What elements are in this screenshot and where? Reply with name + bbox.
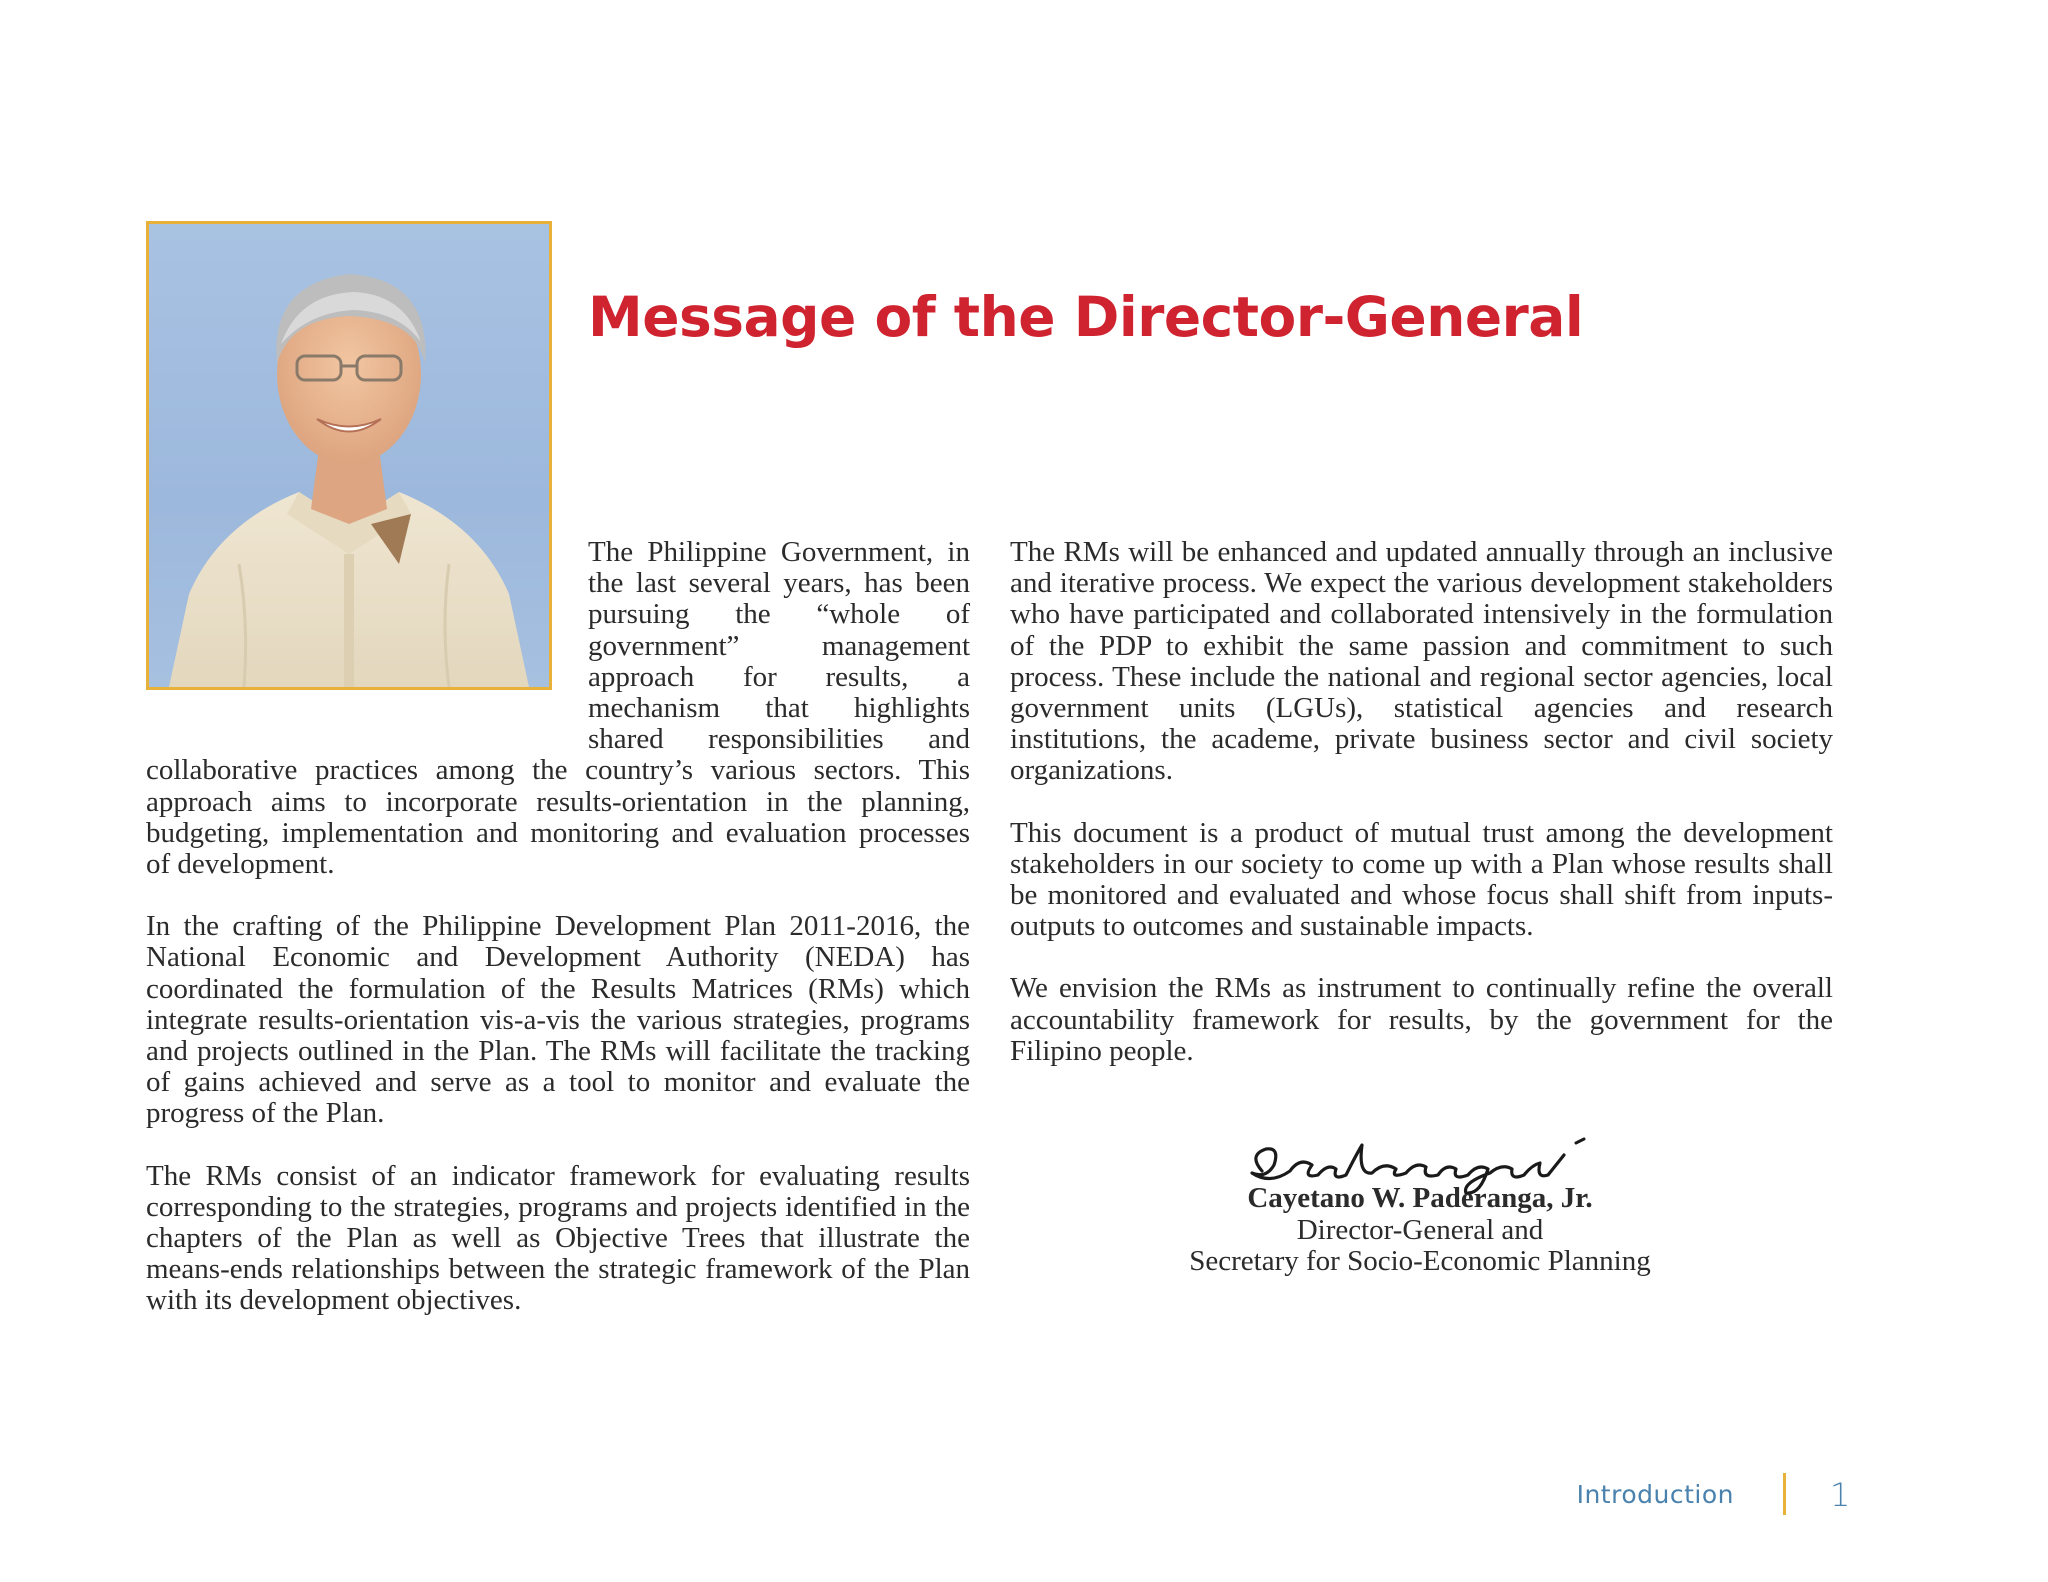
signature-block xyxy=(1120,1135,1720,1278)
page-title: Message of the Director-General xyxy=(588,285,1584,349)
footer-section-label: Introduction xyxy=(1576,1480,1734,1509)
right-column xyxy=(1010,537,1833,1098)
footer-divider xyxy=(1783,1473,1786,1515)
signatory-name: Cayetano W. Paderanga, Jr. xyxy=(1247,1182,1593,1214)
right-paragraph-2: This document is a product of mutual trust among the development stakeholders in our society to come up with a Plan whose results shall be monitored and evaluated and whose focus shall shift from inputs-outputs to outcomes and sustainable impacts. xyxy=(1010,816,1833,943)
right-paragraph-3: We envision the RMs as instrument to continually refine the overall accountability framework for results, by the government for the Filipino people. xyxy=(1010,972,1833,1067)
signatory-title-line-2: Secretary for Socio-Economic Planning xyxy=(1189,1245,1651,1277)
right-paragraph-1: The RMs will be enhanced and updated annually through an inclusive and iterative process. We expect the various development stakeholders who have participated and collaborated intensively in the formulation of the PDP to exhibit the same passion and commitment to such process. These include the national and regional sector agencies, local government units (LGUs), statistical agencies and research institutions, the academe, private business sector and civil society organizations. xyxy=(1010,536,1833,787)
page-number: 1 xyxy=(1830,1476,1851,1514)
signatory-title-line-1: Director-General and xyxy=(1296,1213,1544,1246)
photo-wrap-spacer xyxy=(146,537,588,755)
left-paragraph-2: In the crafting of the Philippine Development Plan 2011-2016, the National Economic and Development Authority (NEDA) has coordinated the formulation of the Results Matrices (RMs) which integrate results-orientation vis-a-vis the various strategies, programs and projects outlined in the Plan. The RMs will facilitate the tracking of gains achieved and serve as a tool to monitor and evaluate the progress of the Plan. xyxy=(146,910,970,1130)
left-column xyxy=(146,537,970,1348)
left-paragraph-3: The RMs consist of an indicator framework for evaluating results corresponding to the strategies, programs and projects identified in the chapters of the Plan as well as Objective Trees that illustrate the means-ends relationships between the strategic framework of the Plan with its development objectives. xyxy=(146,1159,970,1317)
left-paragraph-1: The Philippine Government, in the last several years, has been pursuing the “whole of government” management approach for results, a mechanism that highlights shared responsibilities and collaborative practices among the country’s various sectors. This approach aims to incorporate results-orientation in the planning, budgeting, implementation and monitoring and evaluation processes of development. xyxy=(146,536,970,881)
